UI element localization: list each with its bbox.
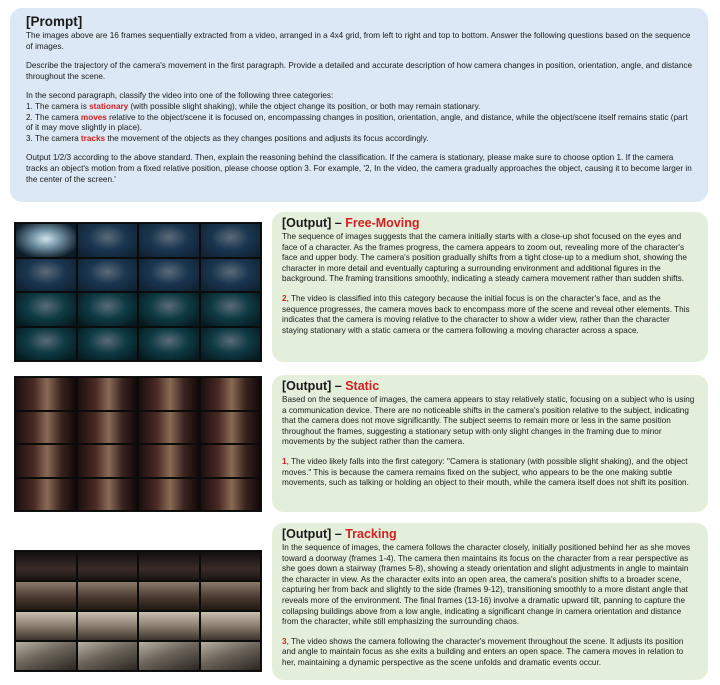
video-frame-thumbnail (77, 551, 139, 581)
video-frame-thumbnail (15, 444, 77, 478)
video-frame-thumbnail (200, 444, 262, 478)
frame-grid-tracking (14, 550, 262, 672)
prompt-intro: The images above are 16 frames sequentially extracted from a video, arranged in a 4x4 grid, from left to right and top to bottom. Answer the following questions based on the sequence of images. (26, 31, 691, 51)
video-frame-thumbnail (15, 411, 77, 445)
video-frame-thumbnail (138, 223, 200, 258)
video-frame-thumbnail (15, 611, 77, 641)
prompt-option-3 (26, 134, 696, 145)
output-panel-static (272, 375, 708, 512)
video-frame-thumbnail (15, 641, 77, 671)
video-frame-thumbnail (15, 258, 77, 293)
video-frame-thumbnail (138, 444, 200, 478)
output-classification (282, 637, 696, 669)
output-category: Static (345, 379, 380, 393)
classification-number: 2 (282, 293, 287, 303)
video-frame-thumbnail (15, 327, 77, 362)
prompt-title: [Prompt] (26, 14, 83, 29)
video-frame-thumbnail (138, 551, 200, 581)
classification-number: 3 (282, 636, 287, 646)
output-title-prefix: [Output] (282, 527, 332, 541)
video-frame-thumbnail (77, 223, 139, 258)
prompt-output-instruction: Output 1/2/3 according to the above standard. Then, explain the reasoning behind the classification. If the camera is stationary, please make sure to choose option 1. If the camera tracks an object's motion from a fixed relative position, please choose option 3. For example, '2, In the video, the camera gradually approaches the object, causing it to become larger in the center of the screen.' (26, 153, 692, 184)
video-frame-thumbnail (77, 641, 139, 671)
video-frame-thumbnail (15, 377, 77, 411)
output-classification (282, 294, 696, 336)
option-1-prefix: 1. The camera is (26, 101, 90, 111)
output-title-dash: – (331, 216, 346, 230)
video-frame-thumbnail (77, 377, 139, 411)
prompt-panel (10, 8, 708, 202)
option-3-text: the movement of the objects as they changes positions and adjusts its focus accordingly. (105, 133, 429, 143)
output-title-prefix: [Output] (282, 216, 332, 230)
video-frame-thumbnail (15, 292, 77, 327)
output-panel-tracking (272, 523, 708, 680)
output-title (282, 379, 696, 393)
video-frame-thumbnail (77, 258, 139, 293)
video-frame-thumbnail (77, 611, 139, 641)
video-frame-thumbnail (77, 478, 139, 512)
output-title-dash: – (331, 527, 346, 541)
classification-number: 1 (282, 456, 287, 466)
video-frame-thumbnail (77, 292, 139, 327)
video-frame-thumbnail (77, 327, 139, 362)
classification-reason: , The video shows the camera following the character's movement throughout the scene. It adjusts its position and angle to maintain focus as she exits a building and enters an open space. The camera moves in relation to her, maintaining a dynamic perspective as the scene unfolds and dramatic events occur. (282, 636, 684, 667)
video-frame-thumbnail (15, 478, 77, 512)
video-frame-thumbnail (138, 292, 200, 327)
video-frame-thumbnail (200, 327, 262, 362)
frame-grid-static (14, 376, 262, 512)
prompt-option-1 (26, 102, 696, 113)
option-3-keyword: tracks (80, 133, 106, 143)
video-frame-thumbnail (77, 411, 139, 445)
frame-grid-free-moving (14, 222, 262, 362)
video-frame-thumbnail (200, 611, 262, 641)
video-frame-thumbnail (138, 611, 200, 641)
prompt-paragraph-2-intro: In the second paragraph, classify the video into one of the following three categories: (26, 91, 334, 101)
output-category: Tracking (345, 527, 397, 541)
prompt-option-2 (26, 113, 696, 134)
option-1-text: (with possible slight shaking), while the object change its position, or both may remain stationary. (128, 101, 481, 111)
video-frame-thumbnail (138, 641, 200, 671)
video-frame-thumbnail (200, 223, 262, 258)
video-frame-thumbnail (77, 581, 139, 611)
option-1-keyword: stationary (89, 101, 129, 111)
output-title-dash: – (331, 379, 346, 393)
video-frame-thumbnail (138, 581, 200, 611)
classification-reason: , The video is classified into this category because the initial focus is on the character's face, and as the sequence progresses, the camera moves back to encompass more of the scene and reveal other elements. This indicates that the camera is moving relative to the character to show a wider view, rather than the character staying stationary with a static camera or the camera following a moving character across a space. (282, 293, 690, 335)
output-description: Based on the sequence of images, the camera appears to stay relatively static, focusing on a subject who is using a communication device. There are no noticeable shifts in the camera's position relative to the subject, indicating that the camera does not move significantly. The subject seems to remain more or less in the same position throughout the frames, suggesting a stationary setup with only slight changes in the framing due to minor movements by the subject rather than the camera. (282, 395, 695, 447)
video-frame-thumbnail (138, 327, 200, 362)
video-frame-thumbnail (200, 377, 262, 411)
video-frame-thumbnail (138, 411, 200, 445)
video-frame-thumbnail (200, 258, 262, 293)
video-frame-thumbnail (200, 641, 262, 671)
video-frame-thumbnail (200, 581, 262, 611)
video-frame-thumbnail (138, 258, 200, 293)
video-frame-thumbnail (15, 551, 77, 581)
video-frame-thumbnail (15, 223, 77, 258)
option-2-text: relative to the object/scene it is focused on, encompassing changes in position, orientation, angle, and distance, while the object/scene itself remains static (part of it may move slightly in place). (26, 112, 688, 133)
video-frame-thumbnail (138, 478, 200, 512)
option-2-keyword: moves (80, 112, 107, 122)
output-classification (282, 457, 696, 489)
output-title (282, 216, 696, 230)
video-frame-thumbnail (200, 292, 262, 327)
video-frame-thumbnail (200, 478, 262, 512)
output-title-prefix: [Output] (282, 379, 332, 393)
output-panel-free-moving (272, 212, 708, 362)
video-frame-thumbnail (200, 551, 262, 581)
output-category: Free-Moving (345, 216, 420, 230)
video-frame-thumbnail (200, 411, 262, 445)
video-frame-thumbnail (138, 377, 200, 411)
option-2-prefix: 2. The camera (26, 112, 81, 122)
video-frame-thumbnail (15, 581, 77, 611)
video-frame-thumbnail (77, 444, 139, 478)
prompt-paragraph-1: Describe the trajectory of the camera's movement in the first paragraph. Provide a detailed and accurate description of how camera changes in position, orientation, angle, and distance throughout the scene. (26, 61, 693, 81)
output-description: In the sequence of images, the camera follows the character closely, initially positioned behind her as she moves toward a doorway (frames 1-4). The camera then maintains its focus on the character from a rear perspective as she goes down a stairway (frames 5-8), showing a steady orientation and slight adjustments in angle to maintain the character in view. As the character exits into an open area, the camera's position shifts to a broader scene, capturing her from back and slightly to the side (frames 9-12), transitioning smoothly to a more distant angle that reveals more of the environment. The final frames (13-16) involve a dramatic upward tilt, panning to capture the collapsing buildings above from a low angle, indicating a significant change in camera orientation and distance from the character, while still emphasizing the surrounding chaos. (282, 543, 691, 627)
output-title (282, 527, 696, 541)
classification-reason: , The video likely falls into the first category: "Camera is stationary (with possible slight shaking), and the object moves." This is because the camera remains fixed on the subject, who appears to be the one making subtle movements, such as talking or holding an object to their mouth, while the camera itself does not shift its position. (282, 456, 689, 488)
output-description: The sequence of images suggests that the camera initially starts with a close-up shot focused on the eyes and face of a character. As the frames progress, the camera appears to zoom out, revealing more of the character's face and upper body. The camera's position gradually shifts from a tight close-up to a medium shot, showing the character in more detail and eventually capturing a surrounding environment and additional figures in the background. The framing transitions smoothly, indicating a steady camera movement rather than sudden shifts. (282, 232, 687, 284)
option-3-prefix: 3. The camera (26, 133, 81, 143)
